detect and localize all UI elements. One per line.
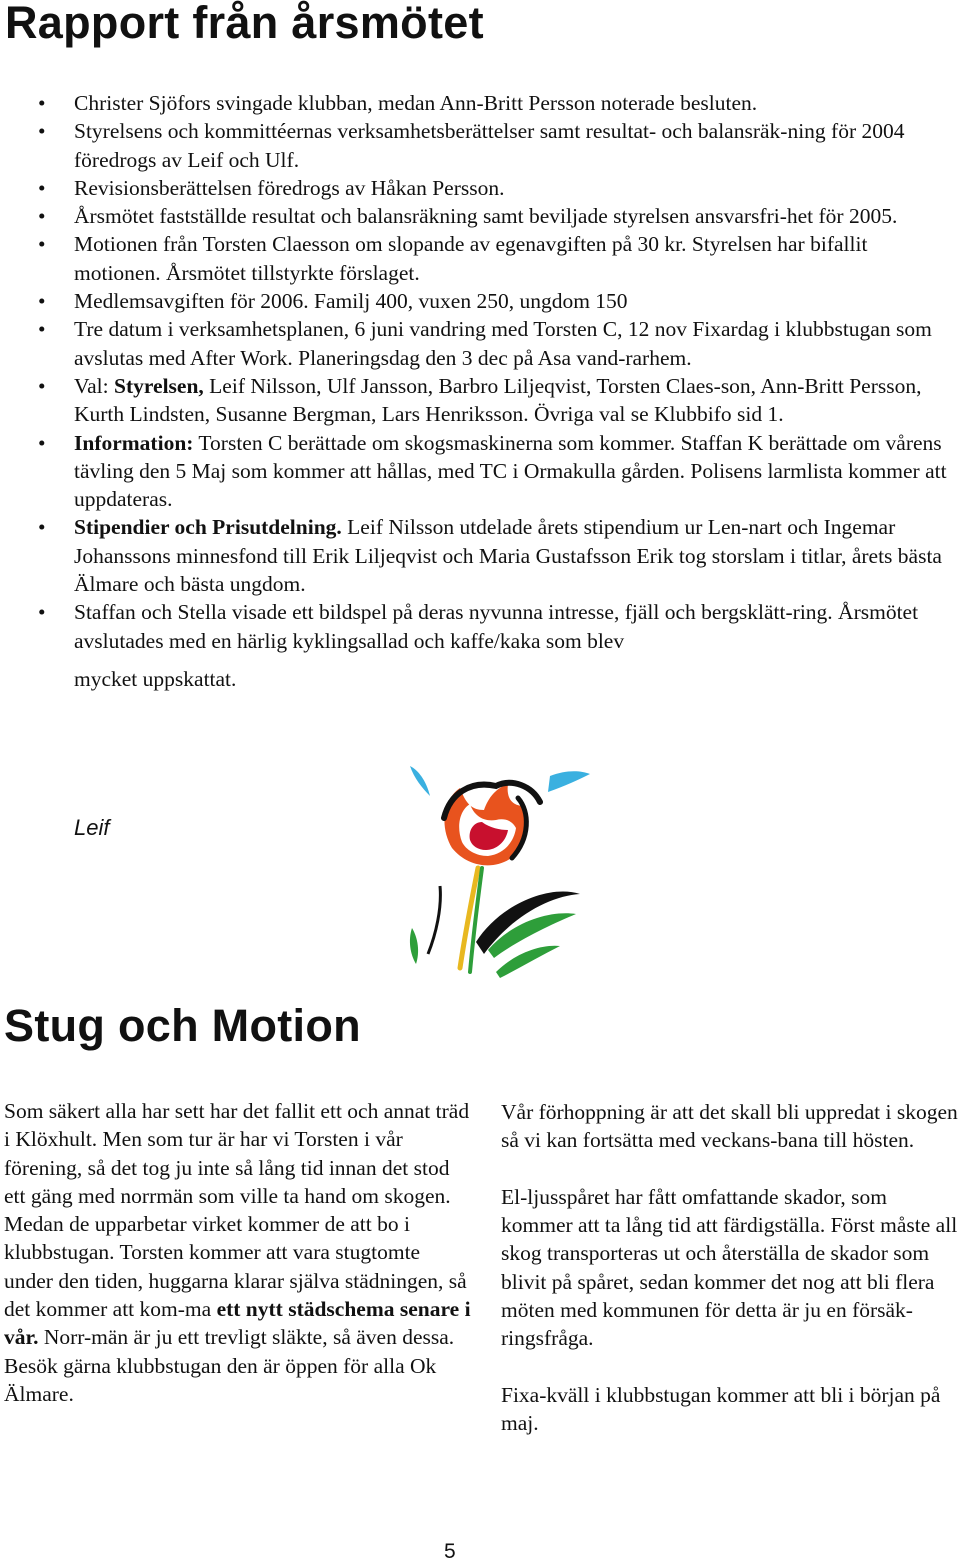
bullet-icon: • xyxy=(38,600,46,625)
bullet-icon: • xyxy=(38,232,46,257)
list-item-stipendier: • Stipendier och Prisutdelning. Leif Nilsson utdelade årets stipendium ur Len-nart och Ingemar Johanssons minnesfond till Erik Liljeqvist och Maria Gustafsson Erik tog storslam i titlar, årets bästa Älmare och bästa ungdom. xyxy=(38,515,942,597)
list-item: • Christer Sjöfors svingade klubban, medan Ann-Britt Persson noterade besluten. xyxy=(38,89,953,117)
bullet-icon: • xyxy=(38,515,46,540)
page-title-report: Rapport från årsmötet xyxy=(5,0,484,48)
list-item: • Styrelsens och kommittéernas verksamhetsberättelser samt resultat- och balansräk-ning för 2004 föredrogs av Leif och Ulf. xyxy=(38,119,905,172)
list-item: • Årsmötet fastställde resultat och balansräkning samt beviljade styrelsen ansvarsfri-het för 2005. xyxy=(38,202,953,230)
bullet-icon: • xyxy=(38,373,46,398)
page-title-stug: Stug och Motion xyxy=(4,1000,361,1051)
bullet-icon: • xyxy=(38,317,46,342)
list-item: • Revisionsberättelsen föredrogs av Håkan Persson. xyxy=(38,174,953,202)
paragraph: El-ljusspåret har fått omfattande skador, som kommer att ta lång tid att färdigställa. Först måste all skog transporteras ut och återställa de skador som blivit på spåret, sedan kommer det nog att bli flera möten med kommunen för detta är ju en försäk-ringsfråga. xyxy=(501,1184,958,1351)
page-number: 5 xyxy=(444,1540,456,1563)
bullet-icon: • xyxy=(38,119,46,144)
report-list xyxy=(38,89,953,693)
bullet-icon: • xyxy=(38,430,46,455)
list-item: • Tre datum i verksamhetsplanen, 6 juni vandring med Torsten C, 12 nov Fixardag i klubbstugan som avslutas med After Work. Planeringsdag den 3 dec på Asa vand-rarhem. xyxy=(38,317,932,370)
bullet-icon: • xyxy=(38,175,46,200)
list-item-val: • Val: Styrelsen, Leif Nilsson, Ulf Jansson, Barbro Liljeqvist, Torsten Claes-son, Ann-Britt Persson, Kurth Lindsten, Susanne Bergman, Lars Henriksson. Övriga val se Klubbifo sid 1. xyxy=(38,373,922,427)
bullet-icon: • xyxy=(38,289,46,314)
list-item: • Motionen från Torsten Claesson om slopande av egenavgiften på 30 kr. Styrelsen har bifallit motionen. Årsmötet tillstyrkte förslaget. xyxy=(38,232,868,285)
signature: Leif xyxy=(74,815,110,840)
paragraph: Som säkert alla har sett har det fallit ett och annat träd i Klöxhult. Men som tur är har vi Torsten i vår förening, så det tog ju inte så lång tid innan det stod ett gäng med norrmän som ville ta hand om skogen. Medan de upparbetar virket kommer de att bo i klubbstugan. Torsten kommer att vara stugtomte under den tiden, huggarna klarar själva städningen, så det kommer att kom-ma ett nytt städschema senare i vår. Norr-män är ju ett trevligt släkte, så även dessa. Besök gärna klubbstugan den är öppen för alla Ok Älmare. xyxy=(4,1099,471,1406)
column-right xyxy=(501,1098,959,1466)
list-item-information: • Information: Torsten C berättade om skogsmaskinerna som kommer. Staffan K berättade om vårens tävling den 5 Maj som kommer att hållas, med TC i Ormakulla gården. Polisens larmlista kommer att uppdateras. xyxy=(38,430,947,512)
bullet-icon: • xyxy=(38,204,46,229)
column-left xyxy=(4,1097,474,1437)
tulip-icon xyxy=(400,758,620,988)
paragraph: Fixa-kväll i klubbstugan kommer att bli i början på maj. xyxy=(501,1382,941,1436)
list-item: • Staffan och Stella visade ett bildspel på deras nyvunna intresse, fjäll och bergsklätt-ring. Årsmötet avslutades med en härlig kyklingsallad och kaffe/kaka som blev mycket uppskattat. xyxy=(38,600,919,691)
list-item: • Medlemsavgiften för 2006. Familj 400, vuxen 250, ungdom 150 xyxy=(38,287,953,315)
bullet-icon: • xyxy=(38,91,46,115)
paragraph: Vår förhoppning är att det skall bli uppredat i skogen så vi kan fortsätta med veckans-bana till hösten. xyxy=(501,1100,958,1153)
